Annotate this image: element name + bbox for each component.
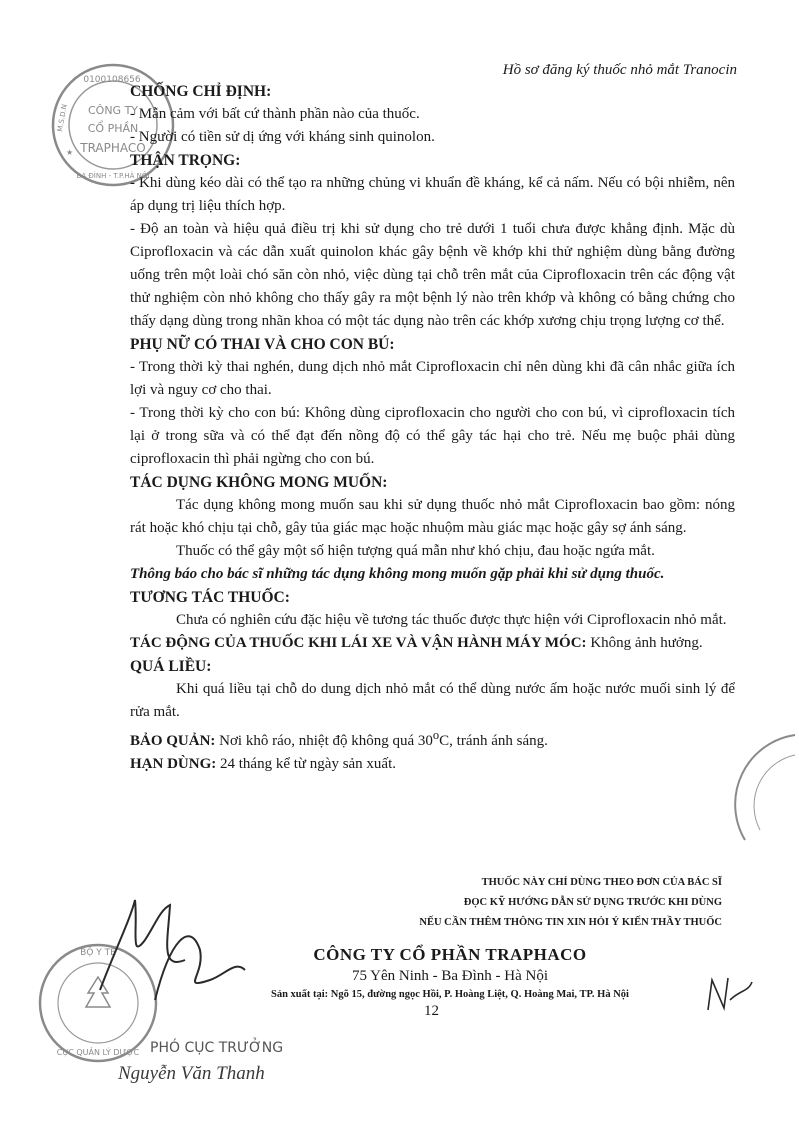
company-stamp-code: 0100108656 (83, 75, 141, 85)
contraindication-line: - Mẫn cảm với bất cứ thành phần nào của thuốc. (130, 106, 420, 122)
company-block (190, 944, 710, 1004)
deputy-director-name: Nguyễn Văn Thanh (118, 1063, 265, 1084)
contraindication-line: - Người có tiền sử dị ứng với kháng sinh quinolon. (130, 129, 435, 145)
driving-text: Không ảnh hưởng. (586, 635, 703, 651)
expiry-heading: HẠN DÙNG: (130, 756, 217, 772)
adverse-effects-heading: TÁC DỤNG KHÔNG MONG MUỐN: (130, 474, 388, 491)
ministry-stamp-bottom: CỤC QUẢN LÝ DƯỢC (56, 1048, 140, 1057)
driving-heading: TÁC ĐỘNG CỦA THUỐC KHI LÁI XE VÀ VẬN HÀNH MÁY MÓC: (130, 635, 587, 651)
interaction-paragraph: Chưa có nghiên cứu đặc hiệu về tương tác thuốc được thực hiện với Ciprofloxacin nhỏ mắt. (176, 612, 727, 628)
notice-line: NẾU CẦN THÊM THÔNG TIN XIN HỎI Ý KIẾN THẦY THUỐC (419, 917, 722, 928)
page-number: 12 (424, 1003, 439, 1019)
document-body (130, 80, 735, 776)
margin-stamp-fragment (715, 730, 799, 850)
overdose-paragraph: Khi quá liều tại chỗ do dung dịch nhỏ mắt có thể dùng nước ấm hoặc nước muối sinh lý để rửa mắt. (130, 681, 735, 720)
driving-section (130, 632, 735, 655)
star-icon: ★ (66, 148, 74, 157)
caution-paragraph: - Độ an toàn và hiệu quả điều trị khi sử dụng cho trẻ dưới 1 tuổi chưa được khẳng định. Mặc dù Ciprofloxacin và các dẫn xuất quinolon khác gây bệnh về khớp khi thử nghiệm dùng bằng đường uống trên một loài chó săn còn nhỏ, việc dùng tại chỗ trên mắt của Ciprofloxacin trên các động vật thử nghiệm còn nhỏ không cho thấy gây ra một bệnh lý nào trên khớp và không có bằng chứng cho thấy dạng dùng trong nhãn khoa có một tác dụng nào trên các khớp xương chịu trọng lượng cơ thể. (130, 221, 735, 329)
overdose-heading: QUÁ LIỀU: (130, 658, 212, 675)
storage-text: Nơi khô ráo, nhiệt độ không quá 30 (215, 733, 433, 749)
company-stamp-line3: TRAPHACO (80, 141, 146, 155)
company-stamp-side: M.S.D.N (56, 103, 69, 133)
degree-sup: o (432, 728, 440, 742)
company-stamp-line2: CỔ PHẦN (87, 122, 139, 135)
notice-line: THUỐC NÀY CHỈ DÙNG THEO ĐƠN CỦA BÁC SĨ (481, 877, 722, 888)
caution-heading: THẬN TRỌNG: (130, 152, 241, 169)
notice-line: ĐỌC KỸ HƯỚNG DẪN SỬ DỤNG TRƯỚC KHI DÙNG (463, 897, 722, 908)
expiry-section (130, 753, 735, 776)
production-address: Sản xuất tại: Ngõ 15, đường ngọc Hồi, P. Hoàng Liệt, Q. Hoàng Mai, TP. Hà Nội (271, 989, 629, 1000)
company-stamp-bottom: BA ĐÌNH - T.P.HÀ NỘI (76, 172, 150, 180)
adverse-effects-notice: Thông báo cho bác sĩ những tác dụng không mong muốn gặp phải khi sử dụng thuốc. (130, 566, 665, 582)
adverse-effects-paragraph: Thuốc có thể gây một số hiện tượng quá mẫn như khó chịu, đau hoặc ngứa mắt. (176, 543, 655, 559)
pregnancy-paragraph: - Trong thời kỳ thai nghén, dung dịch nhỏ mắt Ciprofloxacin chỉ nên dùng khi đã cân nhắc giữa ích lợi và nguy cơ cho thai. (130, 359, 735, 398)
document-header-title: Hồ sơ đăng ký thuốc nhỏ mắt Tranocin (502, 62, 737, 78)
adverse-effects-paragraph: Tác dụng không mong muốn sau khi sử dụng thuốc nhỏ mắt Ciprofloxacin bao gồm: nóng rát hoặc khó chịu tại chỗ, gây tủa giác mạc hoặc nhuộm màu giác mạc hoặc gây sợ ánh sáng. (130, 497, 735, 536)
contraindication-heading: CHỐNG CHỈ ĐỊNH: (130, 83, 272, 100)
storage-section (130, 724, 735, 753)
interaction-heading: TƯƠNG TÁC THUỐC: (130, 589, 290, 606)
storage-text-end: C, tránh ánh sáng. (439, 733, 548, 749)
initials-signature (700, 970, 760, 1020)
company-name: CÔNG TY CỔ PHẦN TRAPHACO (313, 945, 587, 964)
prescription-notice (300, 873, 722, 933)
ministry-stamp-top: BỘ Y TẾ (80, 948, 116, 958)
caution-paragraph: - Khi dùng kéo dài có thể tạo ra những chủng vi khuẩn đề kháng, kể cả nấm. Nếu có bội nhiễm, nên áp dụng trị liệu thích hợp. (130, 175, 735, 214)
company-stamp-line1: CÔNG TY (87, 104, 139, 117)
deputy-director-title: PHÓ CỤC TRƯỞNG (150, 1040, 284, 1056)
director-signature (60, 880, 260, 1010)
company-address: 75 Yên Ninh - Ba Đình - Hà Nội (351, 968, 549, 984)
pregnancy-paragraph: - Trong thời kỳ cho con bú: Không dùng ciprofloxacin cho người cho con bú, vì ciprofloxacin tích lại ở trong sữa và có thể đạt đến nồng độ có thể gây tác hại cho trẻ. Nếu mẹ buộc phải dùng ciprofloxacin thì phải ngừng cho con bú. (130, 405, 735, 467)
pregnancy-heading: PHỤ NỮ CÓ THAI VÀ CHO CON BÚ: (130, 336, 395, 353)
storage-heading: BẢO QUẢN: (130, 733, 216, 749)
expiry-text: 24 tháng kể từ ngày sản xuất. (216, 756, 397, 772)
